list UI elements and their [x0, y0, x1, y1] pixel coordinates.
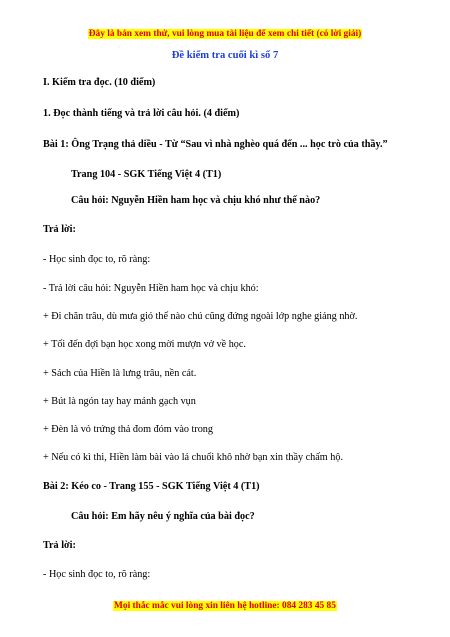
answer-line: + Bút là ngón tay hay mảnh gạch vụn	[43, 396, 196, 407]
subsection-heading: 1. Đọc thành tiếng và trả lời câu hỏi. (4 điểm)	[43, 108, 240, 119]
answer-line: + Đi chăn trâu, dù mưa gió thế nào chú cũng đứng ngoài lớp nghe giảng nhờ.	[43, 311, 358, 322]
answer-line: + Tối đến đợi bạn học xong mời mượn vở về học.	[43, 339, 246, 350]
bai2-answer-label: Trả lời:	[43, 540, 76, 551]
answer-line: - Học sinh đọc to, rõ ràng:	[43, 254, 151, 265]
answer-line: + Nếu có kì thi, Hiền làm bài vào lá chuối khô nhờ bạn xin thầy chấm hộ.	[43, 452, 343, 463]
bai1-heading: Bài 1: Ông Trạng thả diều - Từ “Sau vì nhà nghèo quá đến ... học trò của thầy.”	[43, 139, 388, 150]
bai2-heading: Bài 2: Kéo co - Trang 155 - SGK Tiếng Việt 4 (T1)	[43, 481, 260, 492]
answer-line: - Học sinh đọc to, rõ ràng:	[43, 569, 151, 580]
preview-banner	[0, 27, 450, 41]
hotline-banner-text: Mọi thắc mắc vui lòng xin liên hệ hotline: 084 283 45 85	[114, 601, 336, 611]
hotline-banner	[0, 599, 450, 613]
bai1-answer-label: Trả lời:	[43, 224, 76, 235]
preview-banner-text: Đây là bản xem thử, vui lòng mua tài liệu để xem chi tiết (có lời giải)	[88, 29, 362, 39]
bai1-source: Trang 104 - SGK Tiếng Việt 4 (T1)	[71, 169, 222, 180]
bai1-question: Câu hỏi: Nguyễn Hiền ham học và chịu khó như thế nào?	[71, 195, 321, 206]
answer-line: + Sách của Hiền là lưng trâu, nền cát.	[43, 368, 197, 379]
bai2-question: Câu hỏi: Em hãy nêu ý nghĩa của bài đọc?	[71, 511, 255, 522]
answer-line: - Trả lời câu hỏi: Nguyễn Hiền ham học và chịu khó:	[43, 283, 259, 294]
section-heading: I. Kiểm tra đọc. (10 điểm)	[43, 77, 156, 88]
doc-title: Đề kiểm tra cuối kì số 7	[171, 50, 279, 61]
answer-line: + Đèn là vỏ trứng thả đom đóm vào trong	[43, 424, 213, 435]
